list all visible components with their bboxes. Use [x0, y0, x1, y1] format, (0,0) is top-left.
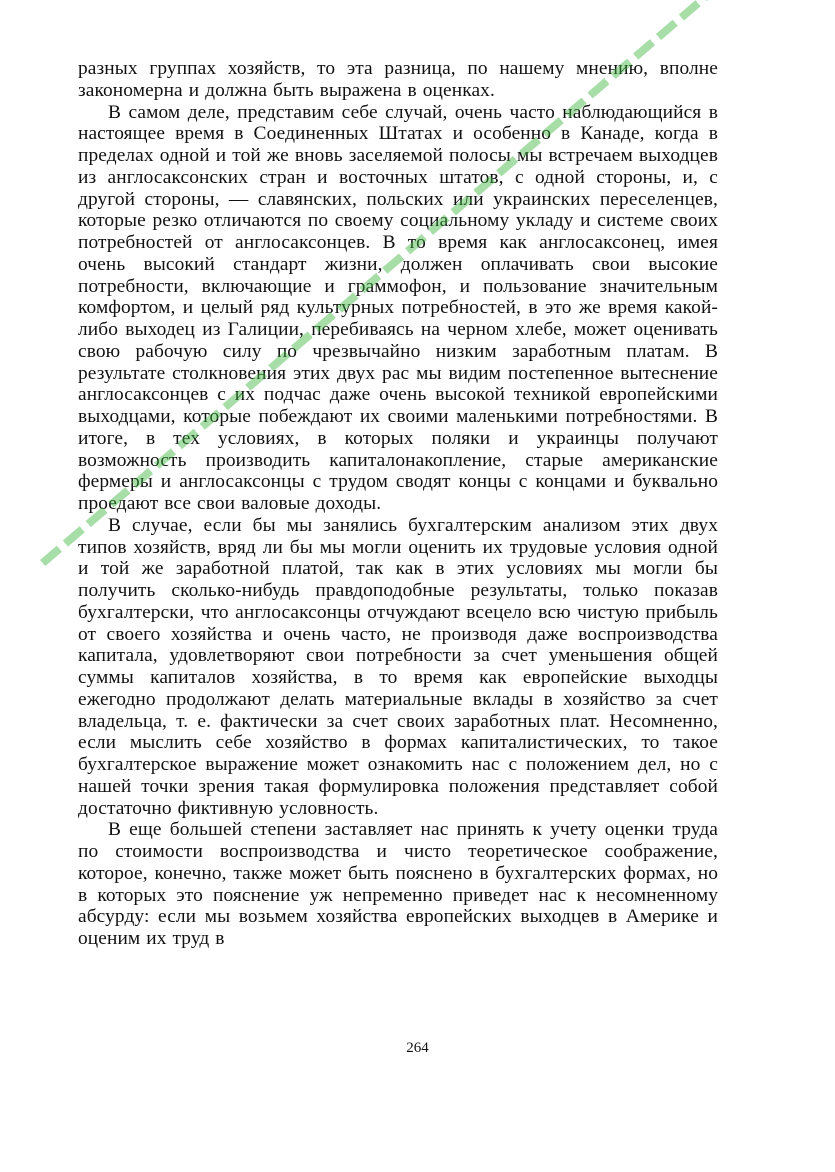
paragraph-4: В еще большей степени заставляет нас принять к учету оценки труда по стоимости воспроизводства и чисто теоретическое соображение, которое, конечно, также может быть пояснено в бухгалтерских формах, но в которых это пояснение уж непременно приведет нас к несомненному абсурду: если мы возьмем хозяйства европейских выходцев в Америке и оценим их труд в: [78, 819, 718, 949]
paragraph-2: В самом деле, представим себе случай, очень часто наблюдающийся в настоящее время в Соединенных Штатах и особенно в Канаде, когда в пределах одной и той же вновь заселяемой полосы мы встречаем выходцев из англосаксонских стран и восточных штатов, с одной стороны, и, с другой стороны, — славянских, польских или украинских переселенцев, которые резко отличаются по своему социальному укладу и системе своих потребностей от англосаксонцев. В то время как англосаксонец, имея очень высокий стандарт жизни, должен оплачивать свои высокие потребности, включающие и граммофон, и пользование значительным комфортом, и целый ряд культурных потребностей, в это же время какой-либо выходец из Галиции, перебиваясь на черном хлебе, может оценивать свою рабочую силу по чрезвычайно низким заработным платам. В результате столкновения этих двух рас мы видим постепенное вытеснение англосаксонцев с их подчас даже очень высокой техникой европейскими выходцами, которые побеждают их своими маленькими потребностями. В итоге, в тех условиях, в которых поляки и украинцы получают возможность производить капиталонакопление, старые американские фермеры и англосаксонцы с трудом сводят концы с концами и буквально проедают все свои валовые доходы.: [78, 101, 718, 514]
page-number: 264: [406, 1040, 429, 1056]
paragraph-1: разных группах хозяйств, то эта разница, по нашему мнению, вполне закономерна и должна быть выражена в оценках.: [78, 58, 718, 101]
page-body: [78, 58, 718, 1058]
paragraph-3: В случае, если бы мы занялись бухгалтерским анализом этих двух типов хозяйств, вряд ли бы мы могли оценить их трудовые условия одной и той же заработной платой, так как в этих условиях мы могли бы получить сколько-нибудь правдоподобные результаты, только показав бухгалтерски, что англосаксонцы отчуждают всецело всю чистую прибыль от своего хозяйства и очень часто, не производя даже воспроизводства капитала, удовлетворяют свои потребности за счет уменьшения общей суммы капиталов хозяйства, в то время как европейские выходцы ежегодно продолжают делать материальные вклады в хозяйство за счет владельца, т. е. фактически за счет своих заработных плат. Несомненно, если мыслить себе хозяйство в формах капиталистических, то такое бухгалтерское выражение может ознакомить нас с положением дел, но с нашей точки зрения такая формулировка положения представляет собой достаточно фиктивную условность.: [78, 514, 718, 819]
